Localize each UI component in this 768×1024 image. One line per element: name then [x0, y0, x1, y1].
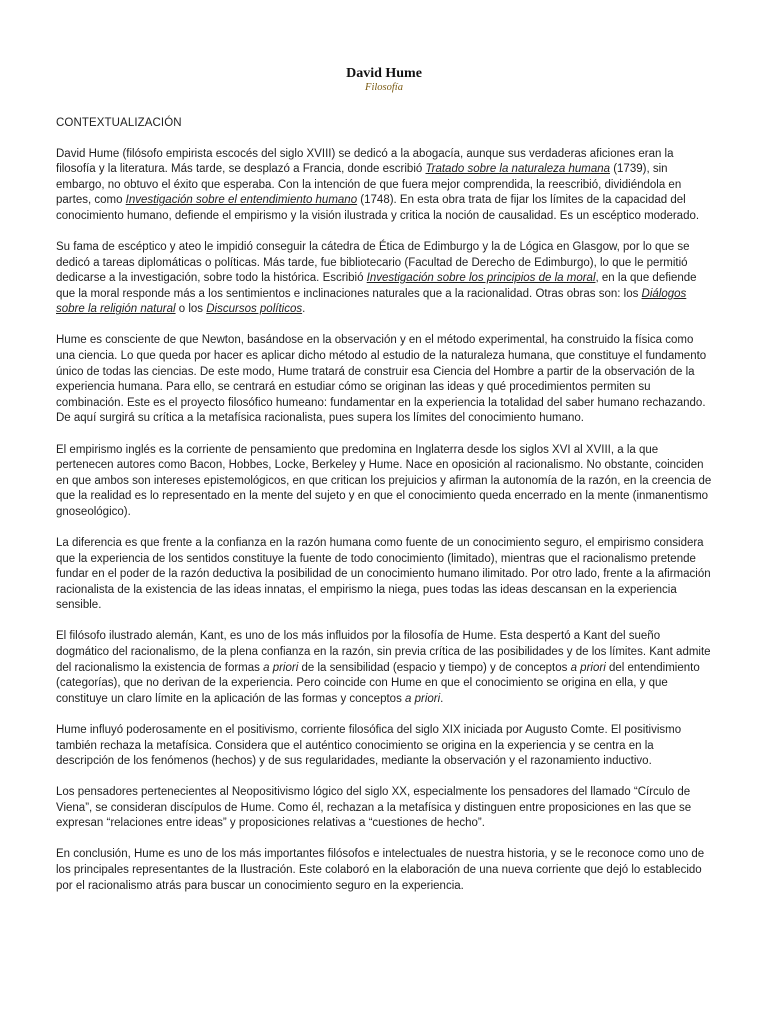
paragraph — [56, 240, 712, 318]
paragraph — [56, 147, 712, 225]
paragraph — [56, 333, 712, 427]
text-run: . — [440, 692, 444, 705]
paragraph — [56, 723, 712, 770]
paragraph — [56, 536, 712, 614]
emphasis-text: a priori — [263, 661, 299, 674]
work-title-link[interactable]: Discursos políticos — [206, 303, 303, 316]
text-run: Su fama de escéptico y ateo le impidió conseguir la cátedra de Ética de Edimburgo y la de Lógica en Glasgow, por lo que se dedicó a tareas diplomáticas o políticas. Más tarde, fue bibliotecario (Facultad de Derecho de Edimburgo), lo que le permitió dedicarse a la investigación, sobre todo la histórica. Escribió — [56, 240, 690, 285]
text-run: La diferencia es que frente a la confianza en la razón humana como fuente de un conocimiento seguro, el empirismo considera que la experiencia de los sentidos constituye la fuente de todo conocimiento (limitado), mientras que el racionalismo pretende fundar en el poder de la razón deductiva la posibilidad de un conocimiento humano ilimitado. Por otro lado, frente a la afirmación racionalista de la existencia de las ideas innatas, el empirismo la niega, pues todas las ideas descansan en la experiencia sensible. — [56, 536, 711, 612]
work-title-link[interactable]: Tratado sobre la naturaleza humana — [425, 163, 611, 176]
text-run: El empirismo inglés es la corriente de pensamiento que predomina en Inglaterra desde los siglos XVI al XVIII, a la que pertenecen autores como Bacon, Hobbes, Locke, Berkeley y Hume. Nace en oposición al racionalismo. No obstante, coinciden en que ambos son intereses epistemológicos, en que critican los prejuicios y afirman la autonomía de la razón, en la creencia de que la realidad es lo representado en la mente del sujeto y en que el conocimiento queda encerrado en la mente (inmanentismo gnoseológico). — [56, 443, 712, 518]
text-run: del entendimiento (categorías), que no derivan de la experiencia. Pero coincide con Hume en que el conocimiento se origina en ella, y que constituye un claro límite en la aplicación de las formas y conceptos — [56, 661, 700, 705]
text-run: , en la que defiende que la moral responde más a los sentimientos e inclinaciones naturales que a la racionalidad. Otras obras son: los — [56, 272, 697, 300]
emphasis-text: a priori — [405, 692, 441, 705]
text-run: (1739), sin embargo, no obtuvo el éxito que esperaba. Con la intención de que fuera mejor comprendida, la reescribió, dividiéndola en partes, como — [56, 163, 682, 207]
work-title-link[interactable]: Diálogos sobre la religión natural — [56, 287, 687, 316]
text-run: o los — [175, 303, 207, 316]
section-label: CONTEXTUALIZACIÓN — [56, 117, 182, 129]
text-run: El filósofo ilustrado alemán, Kant, es uno de los más influidos por la filosofía de Hume. Esta despertó a Kant del sueño dogmático del racionalismo, de la plena confianza en la razón, sin previa crítica de las posibilidades y de los límites. Kant admite del racionalismo la existencia de formas — [56, 630, 711, 674]
paragraph — [56, 443, 712, 521]
document-title: David Hume — [346, 66, 422, 81]
text-run: . — [302, 303, 306, 316]
text-run: de la sensibilidad (espacio y tiempo) y de conceptos — [298, 661, 571, 674]
paragraph — [56, 629, 712, 707]
work-title-link[interactable]: Investigación sobre los principios de la moral — [366, 272, 596, 285]
document-header — [56, 66, 712, 94]
document-page — [56, 66, 712, 910]
text-run: Hume es consciente de que Newton, basándose en la observación y en el método experimental, ha construido la física como una ciencia. Lo que queda por hacer es aplicar dicho método al estudio de la naturaleza humana, que constituye el fundamento único de todas las ciencias. De este modo, Hume tratará de construir esa Ciencia del Hombre a partir de la observación de la experiencia humana. Para ello, se centrará en estudiar cómo se originan las ideas y qué procedimientos permiten su combinación. Este es el proyecto filosófico humeano: fundamentar en la experiencia la totalidad del saber humano rechazando. De aquí surgirá su crítica a la metafísica racionalista, pues supera los límites del conocimiento humano. — [56, 334, 707, 425]
text-run: (1748). En esta obra trata de fijar los límites de la capacidad del conocimiento humano, defiende el empirismo y la visión ilustrada y critica la noción de causalidad. Es un escéptico moderado. — [56, 194, 700, 222]
text-run: Hume influyó poderosamente en el positivismo, corriente filosófica del siglo XIX iniciada por Augusto Comte. El positivismo también rechaza la metafísica. Considera que el auténtico conocimiento se origina en la experiencia y se centra en la descripción de los fenómenos (hechos) y de sus regularidades, mediante la observación y el razonamiento inductivo. — [56, 723, 682, 768]
emphasis-text: a priori — [570, 661, 606, 674]
text-run: David Hume (filósofo empirista escocés del siglo XVIII) se dedicó a la abogacía, aunque sus verdaderas aficiones eran la filosofía y la literatura. Más tarde, se desplazó a Francia, donde escribió — [56, 147, 674, 176]
document-subtitle: Filosofía — [365, 82, 403, 93]
work-title-link[interactable]: Investigación sobre el entendimiento humano — [125, 194, 358, 207]
body-text — [56, 147, 712, 895]
text-run: En conclusión, Hume es uno de los más importantes filósofos e intelectuales de nuestra historia, y se le reconoce como uno de los principales representantes de la Ilustración. Este colaboró en la elaboración de una nueva corriente que dejó lo establecido por el racionalismo atrás para buscar un conocimiento seguro en la experiencia. — [56, 848, 705, 892]
paragraph — [56, 785, 712, 832]
text-run: Los pensadores pertenecientes al Neopositivismo lógico del siglo XX, especialmente los pensadores del llamado “Círculo de Viena”, se consideran discípulos de Hume. Como él, rechazan a la metafísica y distinguen entre proposiciones en las que se expresan “relaciones entre ideas” y proposiciones relativas a “cuestiones de hecho”. — [56, 786, 692, 830]
paragraph — [56, 847, 712, 894]
